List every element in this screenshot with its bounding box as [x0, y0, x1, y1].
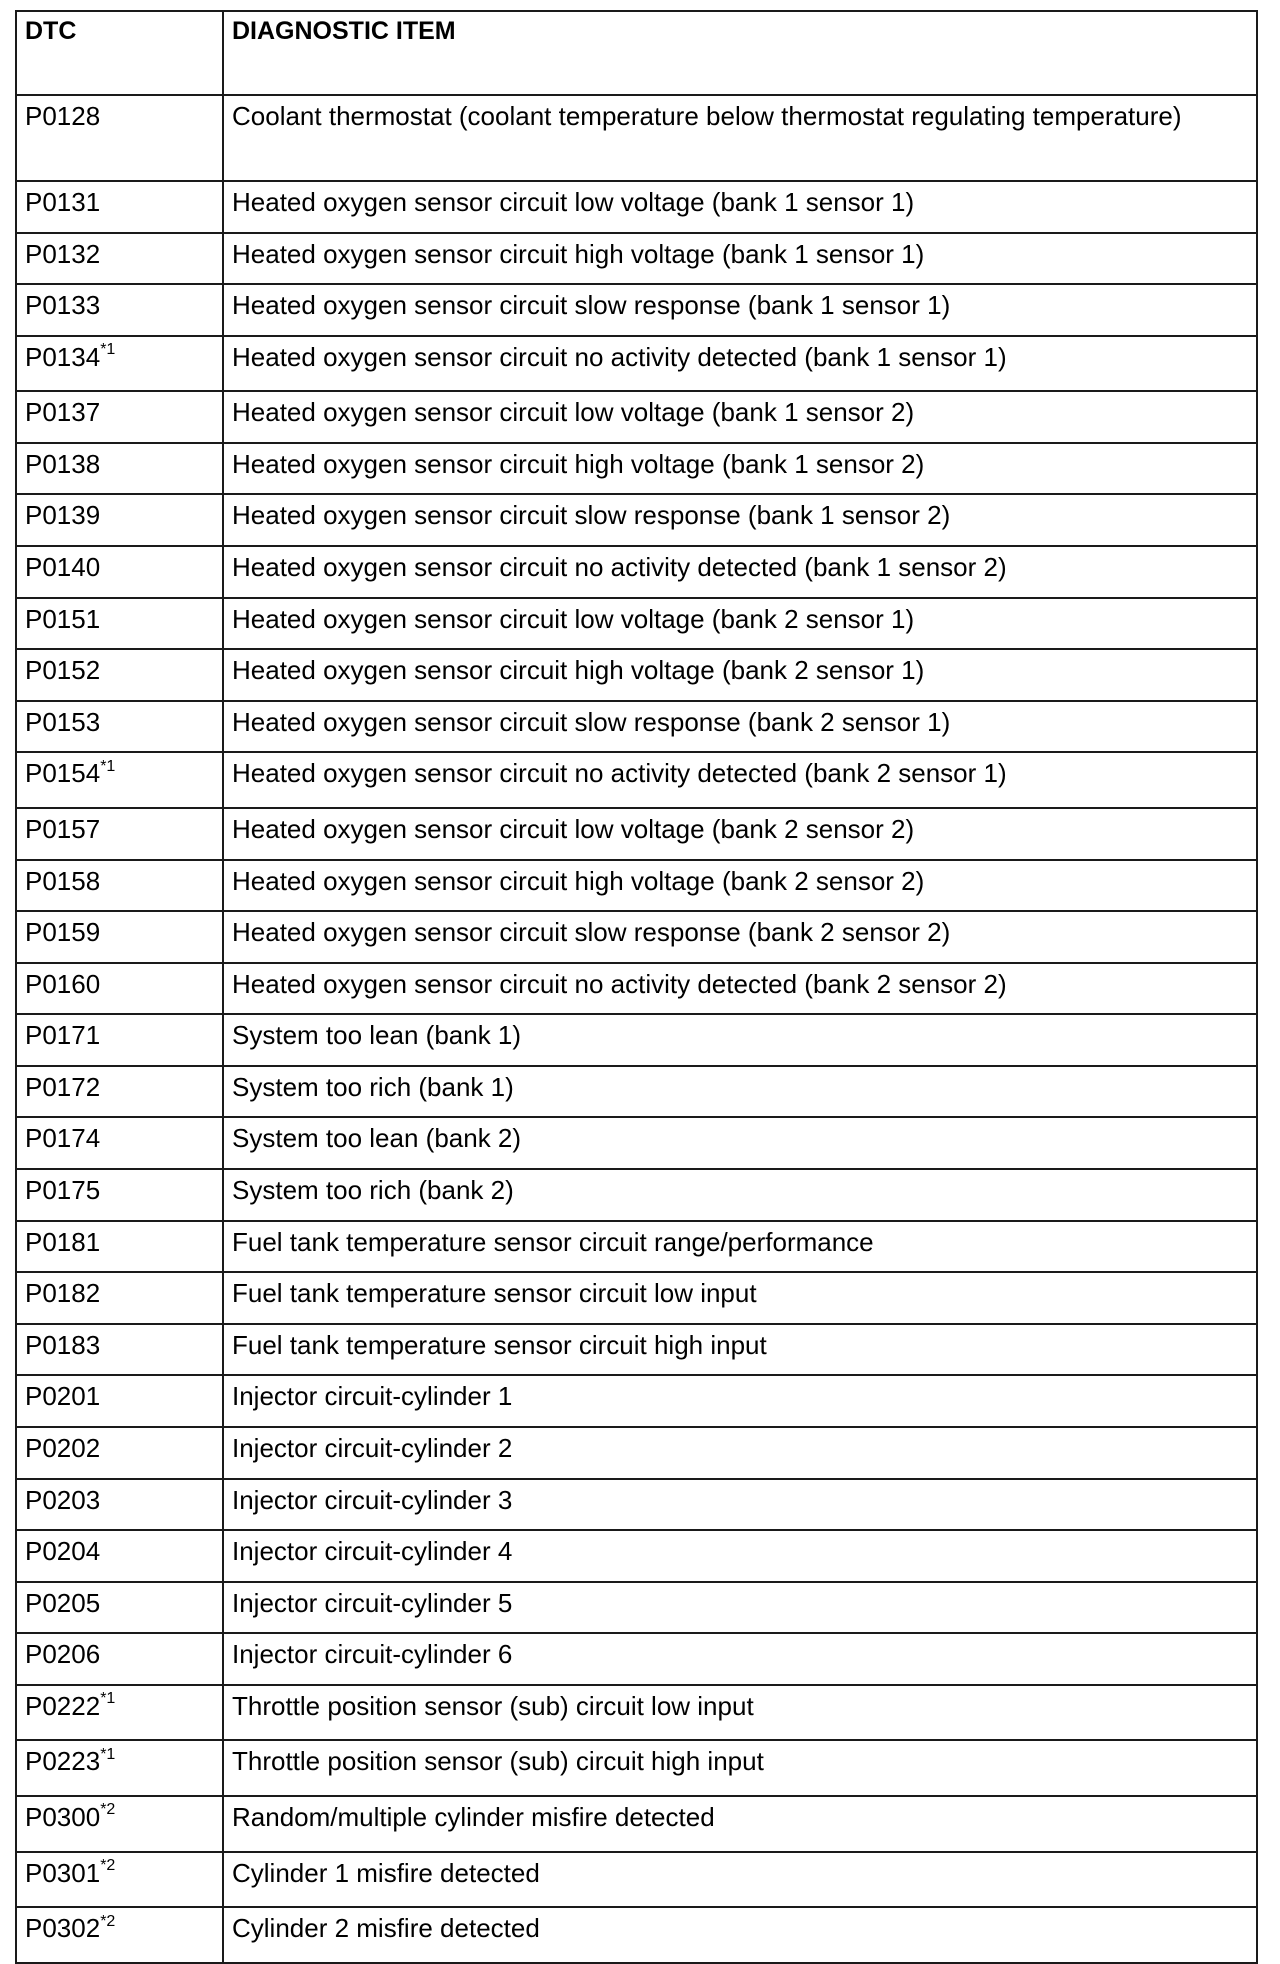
dtc-code: P0174 — [25, 1123, 101, 1154]
dtc-code: P0157 — [25, 813, 101, 844]
diagnostic-item-cell: System too lean (bank 2) — [223, 1117, 1257, 1169]
diagnostic-item-cell: Throttle position sensor (sub) circuit low input — [223, 1685, 1257, 1741]
dtc-code: P0158 — [25, 865, 101, 896]
diagnostic-item-cell: Fuel tank temperature sensor circuit range/performance — [223, 1221, 1257, 1273]
dtc-code-cell — [16, 443, 223, 495]
diagnostic-item-cell: Heated oxygen sensor circuit slow response (bank 1 sensor 2) — [223, 494, 1257, 546]
diagnostic-item-cell: Random/multiple cylinder misfire detected — [223, 1796, 1257, 1852]
dtc-code: P0301 — [25, 1857, 101, 1888]
table-row — [16, 701, 1257, 753]
dtc-code-cell — [16, 546, 223, 598]
table-row — [16, 911, 1257, 963]
dtc-code-cell — [16, 336, 223, 392]
dtc-code: P0159 — [25, 917, 101, 948]
dtc-code-cell — [16, 649, 223, 701]
table-row — [16, 1117, 1257, 1169]
diagnostic-item-cell: Heated oxygen sensor circuit high voltage (bank 2 sensor 1) — [223, 649, 1257, 701]
table-row — [16, 860, 1257, 912]
diagnostic-item-cell: Heated oxygen sensor circuit no activity detected (bank 1 sensor 1) — [223, 336, 1257, 392]
diagnostic-item-cell: Heated oxygen sensor circuit low voltage (bank 1 sensor 2) — [223, 391, 1257, 443]
footnote-marker: *2 — [100, 1857, 116, 1875]
dtc-code: P0140 — [25, 552, 101, 583]
diagnostic-item-cell: System too lean (bank 1) — [223, 1014, 1257, 1066]
dtc-code-cell — [16, 233, 223, 285]
footnote-marker: *2 — [100, 1912, 116, 1930]
dtc-code-cell — [16, 1066, 223, 1118]
diagnostic-item-cell: Injector circuit-cylinder 5 — [223, 1582, 1257, 1634]
dtc-code: P0182 — [25, 1278, 101, 1309]
dtc-code: P0138 — [25, 448, 101, 479]
table-row — [16, 752, 1257, 808]
dtc-code-cell — [16, 598, 223, 650]
dtc-code: P0203 — [25, 1484, 101, 1515]
dtc-code: P0152 — [25, 655, 101, 686]
dtc-code-cell — [16, 1740, 223, 1796]
table-row — [16, 546, 1257, 598]
dtc-code-cell — [16, 701, 223, 753]
table-row — [16, 1530, 1257, 1582]
dtc-code: P0202 — [25, 1432, 101, 1463]
footnote-marker: *2 — [100, 1801, 116, 1819]
table-row — [16, 233, 1257, 285]
dtc-code-cell — [16, 1427, 223, 1479]
table-row — [16, 1014, 1257, 1066]
dtc-code-cell — [16, 284, 223, 336]
dtc-code: P0151 — [25, 603, 101, 634]
dtc-code-cell — [16, 1530, 223, 1582]
diagnostic-item-cell: Injector circuit-cylinder 4 — [223, 1530, 1257, 1582]
dtc-code: P0205 — [25, 1587, 101, 1618]
dtc-code-cell — [16, 752, 223, 808]
dtc-code: P0171 — [25, 1020, 101, 1051]
diagnostic-item-cell: Injector circuit-cylinder 3 — [223, 1479, 1257, 1531]
table-row — [16, 1324, 1257, 1376]
diagnostic-item-cell: Heated oxygen sensor circuit slow response (bank 2 sensor 2) — [223, 911, 1257, 963]
diagnostic-item-cell: Heated oxygen sensor circuit slow response (bank 2 sensor 1) — [223, 701, 1257, 753]
table-row — [16, 443, 1257, 495]
footnote-marker: *1 — [100, 1690, 116, 1708]
diagnostic-item-cell: Heated oxygen sensor circuit high voltage (bank 2 sensor 2) — [223, 860, 1257, 912]
dtc-code: P0134 — [25, 341, 101, 372]
diagnostic-item-cell: Heated oxygen sensor circuit no activity detected (bank 2 sensor 1) — [223, 752, 1257, 808]
dtc-code: P0206 — [25, 1639, 101, 1670]
dtc-code: P0223 — [25, 1746, 101, 1777]
dtc-code-cell — [16, 1685, 223, 1741]
dtc-code: P0222 — [25, 1690, 101, 1721]
diagnostic-item-cell: Heated oxygen sensor circuit high voltage (bank 1 sensor 2) — [223, 443, 1257, 495]
diagnostic-item-cell: Heated oxygen sensor circuit low voltage (bank 2 sensor 1) — [223, 598, 1257, 650]
table-row — [16, 1479, 1257, 1531]
dtc-code: P0201 — [25, 1381, 101, 1412]
diagnostic-item-cell: Heated oxygen sensor circuit slow response (bank 1 sensor 1) — [223, 284, 1257, 336]
dtc-code: P0128 — [25, 101, 101, 131]
dtc-code: P0172 — [25, 1071, 101, 1102]
dtc-code-cell — [16, 1633, 223, 1685]
table-row — [16, 1740, 1257, 1796]
dtc-code-cell — [16, 1169, 223, 1221]
diagnostic-item-cell: System too rich (bank 1) — [223, 1066, 1257, 1118]
header-diagnostic-item: DIAGNOSTIC ITEM — [223, 11, 1257, 95]
table-row — [16, 1221, 1257, 1273]
dtc-code-cell — [16, 1796, 223, 1852]
table-row — [16, 494, 1257, 546]
table-row — [16, 1066, 1257, 1118]
table-row — [16, 649, 1257, 701]
footnote-marker: *1 — [100, 757, 116, 775]
table-row — [16, 284, 1257, 336]
dtc-code-cell — [16, 1375, 223, 1427]
table-row — [16, 1633, 1257, 1685]
diagnostic-item-cell: Heated oxygen sensor circuit low voltage (bank 1 sensor 1) — [223, 181, 1257, 233]
diagnostic-item-cell: Injector circuit-cylinder 6 — [223, 1633, 1257, 1685]
dtc-code-cell — [16, 1272, 223, 1324]
table-header-row — [16, 11, 1257, 95]
diagnostic-item-cell: Injector circuit-cylinder 2 — [223, 1427, 1257, 1479]
diagnostic-item-cell: Fuel tank temperature sensor circuit high input — [223, 1324, 1257, 1376]
dtc-code-cell — [16, 494, 223, 546]
table-row — [16, 963, 1257, 1015]
dtc-code-cell — [16, 1852, 223, 1908]
diagnostic-item-cell: Heated oxygen sensor circuit no activity detected (bank 1 sensor 2) — [223, 546, 1257, 598]
dtc-code: P0131 — [25, 186, 101, 217]
table-row — [16, 1582, 1257, 1634]
footnote-marker: *1 — [100, 1745, 116, 1763]
table-row — [16, 1375, 1257, 1427]
header-dtc: DTC — [16, 11, 223, 95]
table-row — [16, 1685, 1257, 1741]
table-row — [16, 808, 1257, 860]
table-row — [16, 181, 1257, 233]
dtc-code: P0302 — [25, 1913, 101, 1944]
dtc-code: P0132 — [25, 238, 101, 269]
dtc-code: P0139 — [25, 500, 101, 531]
dtc-code-cell — [16, 1907, 223, 1963]
diagnostic-item-cell: Coolant thermostat (coolant temperature below thermostat regulating temperature) — [223, 95, 1257, 181]
table-row — [16, 1852, 1257, 1908]
dtc-code-cell — [16, 963, 223, 1015]
dtc-code-cell — [16, 95, 223, 181]
diagnostic-item-cell: Fuel tank temperature sensor circuit low input — [223, 1272, 1257, 1324]
table-row — [16, 1169, 1257, 1221]
dtc-code-cell — [16, 1221, 223, 1273]
table-row — [16, 1427, 1257, 1479]
diagnostic-item-cell: System too rich (bank 2) — [223, 1169, 1257, 1221]
dtc-code: P0160 — [25, 968, 101, 999]
dtc-table — [15, 10, 1258, 1964]
dtc-code: P0181 — [25, 1226, 101, 1257]
dtc-code: P0183 — [25, 1329, 101, 1360]
diagnostic-item-cell: Throttle position sensor (sub) circuit high input — [223, 1740, 1257, 1796]
dtc-code-cell — [16, 181, 223, 233]
dtc-code-cell — [16, 1014, 223, 1066]
table-row — [16, 1907, 1257, 1963]
diagnostic-item-cell: Heated oxygen sensor circuit no activity detected (bank 2 sensor 2) — [223, 963, 1257, 1015]
dtc-code: P0137 — [25, 397, 101, 428]
dtc-code: P0154 — [25, 758, 101, 789]
diagnostic-item-cell: Injector circuit-cylinder 1 — [223, 1375, 1257, 1427]
dtc-code: P0300 — [25, 1802, 101, 1833]
table-row — [16, 95, 1257, 181]
diagnostic-item-cell: Heated oxygen sensor circuit low voltage (bank 2 sensor 2) — [223, 808, 1257, 860]
dtc-code: P0153 — [25, 706, 101, 737]
dtc-code-cell — [16, 1324, 223, 1376]
dtc-code-cell — [16, 808, 223, 860]
table-row — [16, 391, 1257, 443]
dtc-code-cell — [16, 1117, 223, 1169]
dtc-code: P0133 — [25, 290, 101, 321]
dtc-code: P0175 — [25, 1175, 101, 1206]
dtc-code-cell — [16, 391, 223, 443]
dtc-code-cell — [16, 1479, 223, 1531]
diagnostic-item-cell: Heated oxygen sensor circuit high voltage (bank 1 sensor 1) — [223, 233, 1257, 285]
table-row — [16, 598, 1257, 650]
diagnostic-item-cell: Cylinder 1 misfire detected — [223, 1852, 1257, 1908]
dtc-code-cell — [16, 911, 223, 963]
diagnostic-item-cell: Cylinder 2 misfire detected — [223, 1907, 1257, 1963]
table-row — [16, 1796, 1257, 1852]
table-row — [16, 1272, 1257, 1324]
footnote-marker: *1 — [100, 341, 116, 359]
dtc-code-cell — [16, 1582, 223, 1634]
dtc-code: P0204 — [25, 1536, 101, 1567]
table-row — [16, 336, 1257, 392]
dtc-code-cell — [16, 860, 223, 912]
